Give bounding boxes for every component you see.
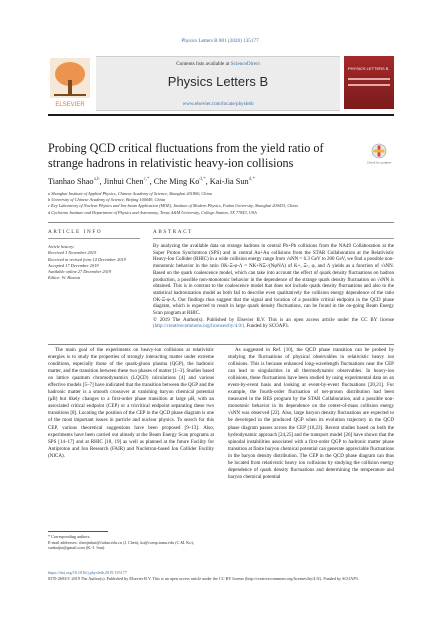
body-column-left xyxy=(48,347,214,460)
history-line: Accepted 17 December 2019 xyxy=(48,262,99,268)
contents-line: Contents lists available at ScienceDirect xyxy=(176,61,260,67)
affiliation: a Shanghai Institute of Applied Physics, Chinese Academy of Science, Shanghai 201800, China xyxy=(48,191,212,196)
article-title: Probing QCD critical fluctuations from the yield ratio of strange hadrons in relativistic heavy-ion collisions xyxy=(48,141,324,170)
cover-title: PHYSICS LETTERS B xyxy=(348,66,389,71)
license-link[interactable]: (http://creativecommons.org/licenses/by/4.0/). xyxy=(153,324,246,330)
sciencedirect-link[interactable]: ScienceDirect xyxy=(230,61,260,67)
author-name[interactable]: Jinhui Chen xyxy=(103,177,144,186)
article-history xyxy=(48,244,140,282)
history-line: Editor: W. Haxton xyxy=(48,275,81,281)
author-name[interactable]: Kai-Jia Sun xyxy=(209,177,249,186)
masthead xyxy=(48,56,394,109)
header-rule xyxy=(48,114,394,116)
body-paragraph: As suggested in Ref. [10], the QCD phase transition can be probed by studying the fluctuations of physical observables in relativistic heavy ion collisions. This is because enhanced long-wavelength fluctuations near the CEP can lead to singularities in all thermodynamic observables. In heavy-ion collisions, these fluctuations have been studied by using experimental data on an event-by-event basis and looking at event-by-event fluctuations [20,21]. For example, the fourth-order fluctuation of net-proton distribution had been measured in the BES program by the STAR Collaboration, and a possible non-monotonic behavior in its dependence on the center-of-mass collision energy √sNN was observed [22]. Also, large baryon density fluctuations are expected to be developed in the produced QGP when its evolution trajectory in the QCD phase diagram passes across the CEP [10,23]. Recent studies based on both the hydrodynamic approach [24,25] and the transport model [26] have shown that the spinodal instabilities associated with a first-order QGP to hadronic matter phase transition at finite baryon chemical potential can generate appreciable fluctuations in the baryon density distribution. The CEP in the QCD phase diagram can thus be located from relativistic heavy ion collisions by studying the collision energy dependence of quark density fluctuations and determining the temperature and baryon chemical potential xyxy=(228,347,394,480)
publisher-name: ELSEVIER xyxy=(55,102,85,108)
journal-cover-thumbnail xyxy=(344,56,394,109)
body-paragraph: The main goal of the experiments on heavy-ion collisions at relativistic energies is to study the properties of strongly interacting matter under extreme conditions, especially those of the quark-gluon plasma (QGP), the hadronic matter, and the transition between these two phases of matter [1–3]. Studies based on lattice quantum chromodynamics (LQCD) calculations [4] and various effective models [5–7] have indicated that the transition between the QGP and the hadronic matter is a smooth crossover at vanishing baryon chemical potential (μB) but likely changes to a first-order phase transition at large μB, with an associated critical endpoint (CEP) or a tricritical endpoint separating these two transitions [8]. Locating the position of the CEP in the QCD phase diagram is one of the most important issues in particle and nuclear physics. To search for this CEP, various theoretical suggestions have been proposed [9–13]. Also, experiments have been carried out already at the Beam Energy Scan programs at SPS [14–17] and at RHIC [18, 19] as well as planned at the future Facility for Antiproton and Ion Research (FAIR) and Nuclotron-based Ion Collider Facility (NICA). xyxy=(48,347,214,459)
journal-banner xyxy=(96,56,340,111)
affiliation: b University of Chinese Academy of Science, Beijing 100049, China xyxy=(48,197,165,203)
doi-link[interactable]: https://doi.org/10.1016/j.physletb.2019.135177 xyxy=(48,570,127,575)
homepage-link[interactable]: www.elsevier.com/locate/physletb xyxy=(182,101,254,107)
doi-block xyxy=(48,570,394,581)
footnote-emails[interactable]: E-mail addresses: chenjinhui@fudan.edu.cn (J. Chen), ko@comp.tamu.edu (C.M. Ko), sunkaijia@gmail.com (K.-J. Sun). xyxy=(48,539,194,551)
section-rule xyxy=(48,344,394,345)
author-list: Tianhao Shao$^{a,b}$, Jinhui Chen$^{c,*}$, Che Ming $Ko^{d,*}$, Kai-Jia Sun$^{d,*}$ xyxy=(48,177,255,186)
author-name[interactable]: Che Ming Ko xyxy=(153,177,200,186)
history-line: Article history: xyxy=(48,244,75,249)
article-info-heading: ARTICLE INFO xyxy=(48,229,103,235)
history-line: Received in revised form 14 December 2019 xyxy=(48,256,126,262)
section-rule xyxy=(48,222,394,223)
cover-decoration xyxy=(348,84,390,86)
footnotes xyxy=(48,534,214,551)
svg-text:Check for updates: Check for updates xyxy=(366,160,392,165)
journal-homepage xyxy=(96,101,340,107)
history-line: Available online 27 December 2019 xyxy=(48,269,112,275)
section-rule xyxy=(153,238,394,239)
affiliations xyxy=(48,191,394,216)
abstract-text: By analyzing the available data on strange hadrons in central Pb+Pb collisions from the NA49 Collaboration at the Super Proton Synchrotron (SPS) and in central Au+Au collisions from the STAR Collaboration at the Relativistic Heavy-Ion Collider (RHIC) in a wide collision energy range from √sNN = 6.3 GeV to 200 GeV, we find a possible non-monotonic behavior in the ratio OK-Ξ-φ-Λ = NK+NΞ-/(NφNΛ) of K+, Ξ-, φ, and Λ yields as a function of √sNN. Based on the quark coalescence model, which can take into account the effect of quark density fluctuations on hadron production, a possible non-monotonic behavior in the dependence of the strange quark density fluctuation on √sNN is obtained. This is in contrast to the coalescence model that does not include quark density fluctuations and also to the statistical hadronization model as both fail to describe even qualitatively the collision energy dependence of the ratio OK-Ξ-φ-Λ. Our findings thus suggest that the signal and location of a possible critical endpoint in the QCD phase diagram, which is expected to result in large quark density fluctuations, can be found in the on-going Beam Energy Scan program at RHIC. xyxy=(153,244,394,317)
license-line: © 2019 The Author(s). Published by Elsevier B.V. This is an open access article under the CC BY license (http://creativecommons.org/licenses/by/4.0/). Funded by SCOAP3. xyxy=(153,317,394,330)
footnote-corresponding: * Corresponding authors. xyxy=(48,534,91,539)
affiliation: c Key Laboratory of Nuclear Physics and Ion-beam Application (MOE), Institute of Modern Physics, Fudan University, Shanghai 200433, China xyxy=(48,203,298,209)
footnote-rule xyxy=(48,531,108,532)
affiliation: d Cyclotron Institute and Department of Physics and Astronomy, Texas A&M University, College Station, TX 77843, USA xyxy=(48,209,257,215)
section-rule xyxy=(48,238,140,239)
journal-title: Physics Letters B xyxy=(167,74,269,89)
elsevier-tree-logo xyxy=(48,56,92,109)
body-column-right xyxy=(228,347,394,481)
journal-reference[interactable]: Physics Letters B 801 (2020) 135177 xyxy=(181,38,259,44)
history-line: Received 3 November 2019 xyxy=(48,250,97,256)
cover-decoration xyxy=(348,78,390,80)
author-name[interactable]: Tianhao Shao xyxy=(48,177,94,186)
issn-line: 0370-2693/© 2019 The Author(s). Published by Elsevier B.V. This is an open access article under the CC BY license (http://creativecommons.org/licenses/by/4.0/). Funded by SCOAP3. xyxy=(48,575,359,581)
crossmark-icon[interactable] xyxy=(366,143,392,165)
abstract-heading: ABSTRACT xyxy=(153,229,193,235)
abstract-body xyxy=(153,244,394,331)
